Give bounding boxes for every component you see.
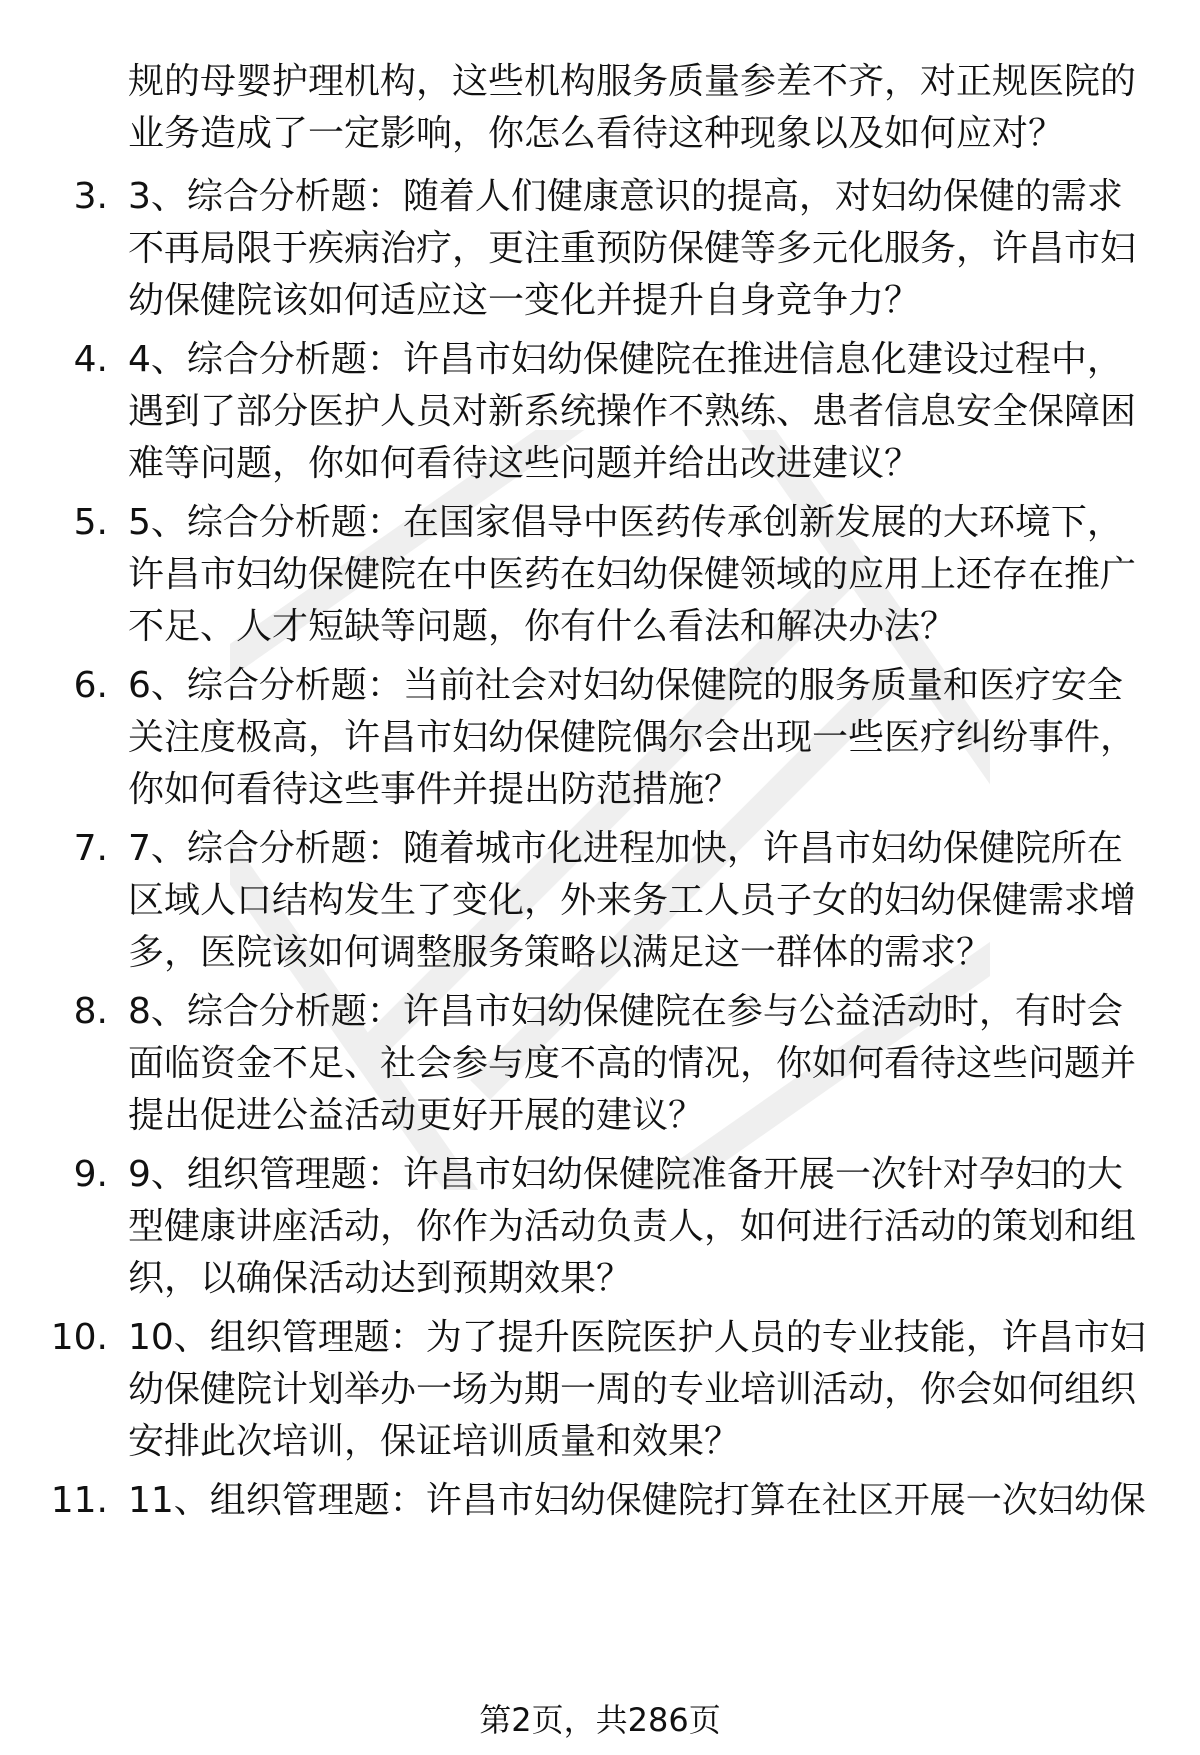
question-number: 5. [73, 502, 108, 543]
question-number: 8. [73, 991, 108, 1032]
question-text: 6、综合分析题：当前社会对妇幼保健院的服务质量和医疗安全关注度极高，许昌市妇幼保健院偶尔会出现一些医疗纠纷事件，你如何看待这些事件并提出防范措施？ [128, 665, 1137, 810]
question-number: 6. [73, 665, 108, 706]
continuation-text: 规的母婴护理机构，这些机构服务质量参差不齐，对正规医院的业务造成了一定影响，你怎么看待这种现象以及如何应对？ [128, 61, 1137, 154]
question-number: 7. [73, 828, 108, 869]
page-footer: 第2页，共286页 [479, 1701, 721, 1739]
question-number: 10. [50, 1317, 108, 1358]
question-text: 5、综合分析题：在国家倡导中医药传承创新发展的大环境下，许昌市妇幼保健院在中医药在妇幼保健领域的应用上还存在推广不足、人才短缺等问题，你有什么看法和解决办法？ [128, 502, 1137, 647]
question-text: 10、组织管理题：为了提升医院医护人员的专业技能，许昌市妇幼保健院计划举办一场为期一周的专业培训活动，你会如何组织安排此次培训，保证培训质量和效果？ [128, 1317, 1146, 1462]
question-text: 4、综合分析题：许昌市妇幼保健院在推进信息化建设过程中，遇到了部分医护人员对新系统操作不熟练、患者信息安全保障困难等问题，你如何看待这些问题并给出改进建议？ [128, 339, 1137, 484]
question-text: 7、综合分析题：随着城市化进程加快，许昌市妇幼保健院所在区域人口结构发生了变化，外来务工人员子女的妇幼保健需求增多，医院该如何调整服务策略以满足这一群体的需求？ [128, 828, 1137, 973]
question-text: 3、综合分析题：随着人们健康意识的提高，对妇幼保健的需求不再局限于疾病治疗，更注重预防保健等多元化服务，许昌市妇幼保健院该如何适应这一变化并提升自身竞争力？ [128, 176, 1137, 321]
question-text: 8、综合分析题：许昌市妇幼保健院在参与公益活动时，有时会面临资金不足、社会参与度不高的情况，你如何看待这些问题并提出促进公益活动更好开展的建议？ [128, 991, 1137, 1136]
question-number: 3. [73, 176, 108, 217]
question-text: 9、组织管理题：许昌市妇幼保健院准备开展一次针对孕妇的大型健康讲座活动，你作为活动负责人，如何进行活动的策划和组织，以确保活动达到预期效果？ [128, 1154, 1137, 1299]
question-number: 4. [73, 339, 108, 380]
question-text: 11、组织管理题：许昌市妇幼保健院打算在社区开展一次妇幼保 [128, 1480, 1146, 1521]
question-number: 9. [73, 1154, 108, 1195]
question-number: 11. [50, 1480, 108, 1521]
